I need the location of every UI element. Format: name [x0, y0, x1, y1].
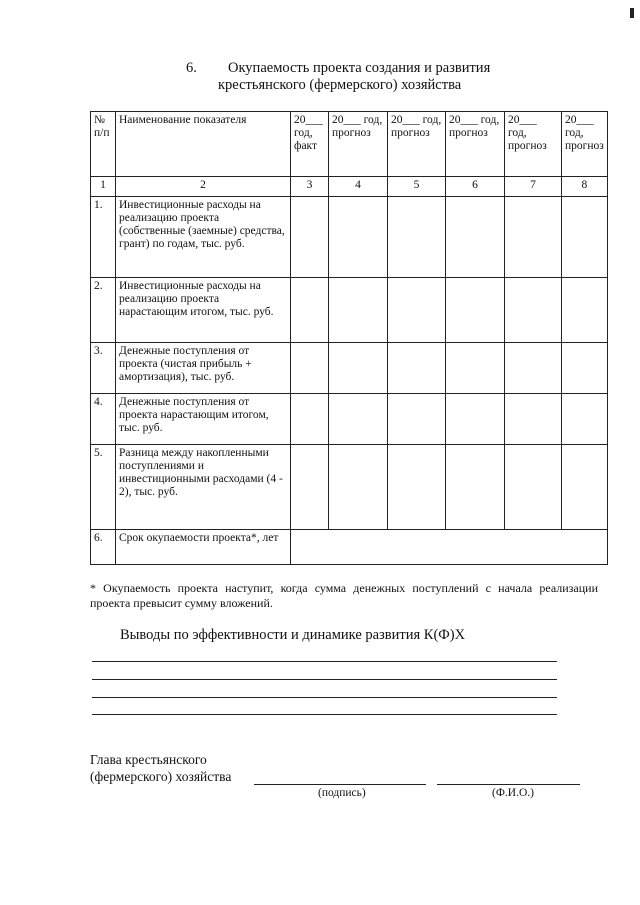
value-cell[interactable] — [291, 394, 329, 445]
table-row — [91, 278, 608, 343]
row-number: 6. — [91, 530, 116, 565]
value-cell[interactable] — [291, 278, 329, 343]
row-number: 4. — [91, 394, 116, 445]
value-cell[interactable] — [446, 197, 505, 278]
value-cell[interactable] — [505, 394, 562, 445]
header-cell: 20___ год, прогноз — [505, 112, 562, 177]
header-cell: Наименование показателя — [116, 112, 291, 177]
value-cell[interactable] — [329, 445, 388, 530]
row-name: Разница между накопленными поступлениями и инвестиционными расходами (4 - 2), тыс. руб. — [116, 445, 291, 530]
value-cell[interactable] — [562, 445, 608, 530]
table-header-row — [91, 112, 608, 177]
value-cell[interactable] — [329, 394, 388, 445]
value-cell[interactable] — [329, 278, 388, 343]
value-cell[interactable] — [562, 278, 608, 343]
value-cell[interactable] — [505, 278, 562, 343]
name-caption: (Ф.И.О.) — [492, 787, 534, 799]
table-row — [91, 394, 608, 445]
footnote: * Окупаемость проекта наступит, когда сумма денежных поступлений с начала реализации проекта превысит сумму вложений. — [90, 581, 598, 610]
value-cell[interactable] — [446, 343, 505, 394]
row-name: Денежные поступления от проекта нарастающим итогом, тыс. руб. — [116, 394, 291, 445]
signature-caption: (подпись) — [318, 787, 366, 799]
section-number: 6. — [186, 60, 197, 76]
index-cell: 2 — [116, 177, 291, 197]
conclusions-line[interactable] — [92, 661, 557, 662]
value-cell[interactable] — [329, 343, 388, 394]
conclusions-line[interactable] — [92, 697, 557, 698]
index-cell: 4 — [329, 177, 388, 197]
payback-table — [90, 111, 608, 565]
index-cell: 3 — [291, 177, 329, 197]
row-name: Денежные поступления от проекта (чистая прибыль + амортизация), тыс. руб. — [116, 343, 291, 394]
index-cell: 5 — [388, 177, 446, 197]
value-cell[interactable] — [562, 343, 608, 394]
value-cell[interactable] — [562, 394, 608, 445]
header-cell: 20___ год, прогноз — [388, 112, 446, 177]
value-cell[interactable] — [388, 343, 446, 394]
value-cell[interactable] — [505, 343, 562, 394]
value-cell[interactable] — [388, 394, 446, 445]
header-cell: 20___ год, прогноз — [329, 112, 388, 177]
row-number: 2. — [91, 278, 116, 343]
value-cell[interactable] — [388, 197, 446, 278]
value-cell[interactable] — [562, 197, 608, 278]
value-cell[interactable] — [291, 197, 329, 278]
signature-label-line2: (фермерского) хозяйства — [90, 769, 232, 784]
table-row — [91, 530, 608, 565]
row-name: Срок окупаемости проекта*, лет — [116, 530, 291, 565]
value-cell[interactable] — [505, 197, 562, 278]
table-row — [91, 197, 608, 278]
header-cell: № п/п — [91, 112, 116, 177]
conclusions-line[interactable] — [92, 679, 557, 680]
value-cell[interactable] — [388, 445, 446, 530]
value-cell[interactable] — [446, 278, 505, 343]
value-cell[interactable] — [329, 197, 388, 278]
row-number: 1. — [91, 197, 116, 278]
index-cell: 6 — [446, 177, 505, 197]
index-cell: 7 — [505, 177, 562, 197]
index-cell: 8 — [562, 177, 608, 197]
header-cell: 20___ год, прогноз — [562, 112, 608, 177]
row-name: Инвестиционные расходы на реализацию проекта нарастающим итогом, тыс. руб. — [116, 278, 291, 343]
table-row — [91, 445, 608, 530]
value-cell[interactable] — [388, 278, 446, 343]
page-edge-mark — [630, 8, 634, 18]
header-cell: 20___ год, прогноз — [446, 112, 505, 177]
payback-value-cell[interactable] — [291, 530, 608, 565]
value-cell[interactable] — [446, 394, 505, 445]
row-number: 3. — [91, 343, 116, 394]
column-index-row — [91, 177, 608, 197]
value-cell[interactable] — [505, 445, 562, 530]
name-line[interactable] — [437, 784, 580, 785]
header-cell: 20___ год, факт — [291, 112, 329, 177]
title-line-1: Окупаемость проекта создания и развития — [228, 60, 491, 76]
conclusions-title: Выводы по эффективности и динамике развития К(Ф)Х — [120, 627, 466, 643]
title-line-2: крестьянского (фермерского) хозяйства — [218, 77, 462, 93]
value-cell[interactable] — [291, 445, 329, 530]
index-cell: 1 — [91, 177, 116, 197]
value-cell[interactable] — [291, 343, 329, 394]
row-name: Инвестиционные расходы на реализацию проекта (собственные (заемные) средства, грант) по годам, тыс. руб. — [116, 197, 291, 278]
conclusions-line[interactable] — [92, 714, 557, 715]
signature-label-line1: Глава крестьянского — [90, 752, 207, 767]
table-row — [91, 343, 608, 394]
row-number: 5. — [91, 445, 116, 530]
signature-line[interactable] — [254, 784, 426, 785]
value-cell[interactable] — [446, 445, 505, 530]
